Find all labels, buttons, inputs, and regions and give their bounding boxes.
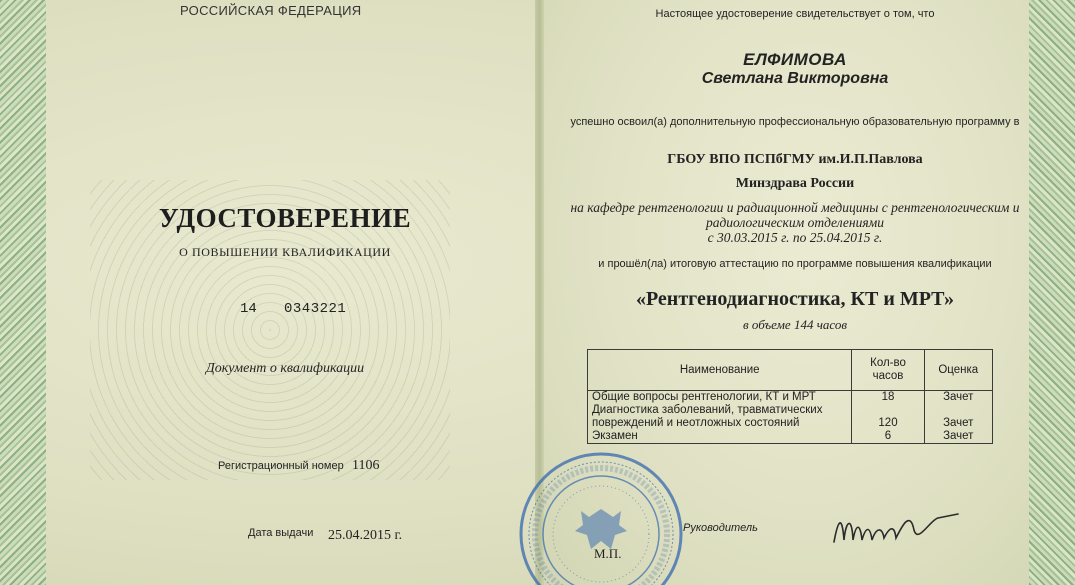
stamp-place-label: М.П. xyxy=(594,546,622,561)
institution-name: ГБОУ ВПО ПСПбГМУ им.И.П.Павлова xyxy=(667,152,923,167)
row-name: Диагностика заболеваний, травматических повреждений и неотложных состояний xyxy=(588,404,852,430)
table-row xyxy=(588,430,993,444)
registration-number: 1106 xyxy=(352,458,380,473)
institution-ministry: Минздрава России xyxy=(735,176,855,191)
issue-date: 25.04.2015 г. xyxy=(328,528,403,543)
header-grade: Оценка xyxy=(924,350,992,391)
table-row xyxy=(588,404,993,430)
attestation-text: и прошёл(ла) итоговую аттестацию по программе повышения квалификации xyxy=(598,258,992,270)
intro-text: Настоящее удостоверение свидетельствует о том, что xyxy=(655,8,935,20)
row-grade: Зачет xyxy=(924,391,992,405)
left-ornamental-border xyxy=(0,0,46,585)
row-grade: Зачет xyxy=(924,430,992,444)
country-heading: РОССИЙСКАЯ ФЕДЕРАЦИЯ xyxy=(180,3,362,18)
registration-label: Регистрационный номер xyxy=(218,460,344,472)
row-grade: Зачет xyxy=(924,404,992,430)
issue-date-label: Дата выдачи xyxy=(248,527,314,539)
program-title: «Рентгенодиагностика, КТ и МРТ» xyxy=(635,288,955,310)
row-name: Экзамен xyxy=(588,430,852,444)
document-title: УДОСТОВЕРЕНИЕ xyxy=(158,203,412,233)
table-row xyxy=(588,391,993,405)
right-ornamental-border xyxy=(1029,0,1075,585)
row-name: Общие вопросы рентгенологии, КТ и МРТ xyxy=(588,391,852,405)
row-hours: 6 xyxy=(852,430,924,444)
eagle-emblem-icon xyxy=(575,509,627,549)
row-hours: 120 xyxy=(852,404,924,430)
document-type: Документ о квалификации xyxy=(205,361,365,376)
head-signature xyxy=(826,500,976,560)
head-label: Руководитель xyxy=(683,522,758,534)
holder-surname: ЕЛФИМОВА xyxy=(743,50,847,69)
table-header-row xyxy=(588,350,993,391)
official-seal-stamp xyxy=(516,449,686,585)
header-name: Наименование xyxy=(588,350,852,391)
study-period: с 30.03.2015 г. по 25.04.2015 г. xyxy=(707,230,883,245)
holder-given-names: Светлана Викторовна xyxy=(701,70,889,87)
document-subtitle: О ПОВЫШЕНИИ КВАЛИФИКАЦИИ xyxy=(179,245,391,259)
mastered-text: успешно освоил(а) дополнительную профессиональную образовательную программу в xyxy=(570,116,1020,128)
header-hours: Кол-во часов xyxy=(852,350,924,391)
department-block xyxy=(570,200,1020,245)
program-hours: в объеме 144 часов xyxy=(743,317,847,332)
document-series: 14 xyxy=(240,301,257,317)
row-hours: 18 xyxy=(852,391,924,405)
department-text: на кафедре рентгенологии и радиационной медицины с рентгенологическим и радиологическим отделениями xyxy=(570,200,1020,230)
document-number: 0343221 xyxy=(284,301,347,317)
grades-table xyxy=(587,349,993,444)
